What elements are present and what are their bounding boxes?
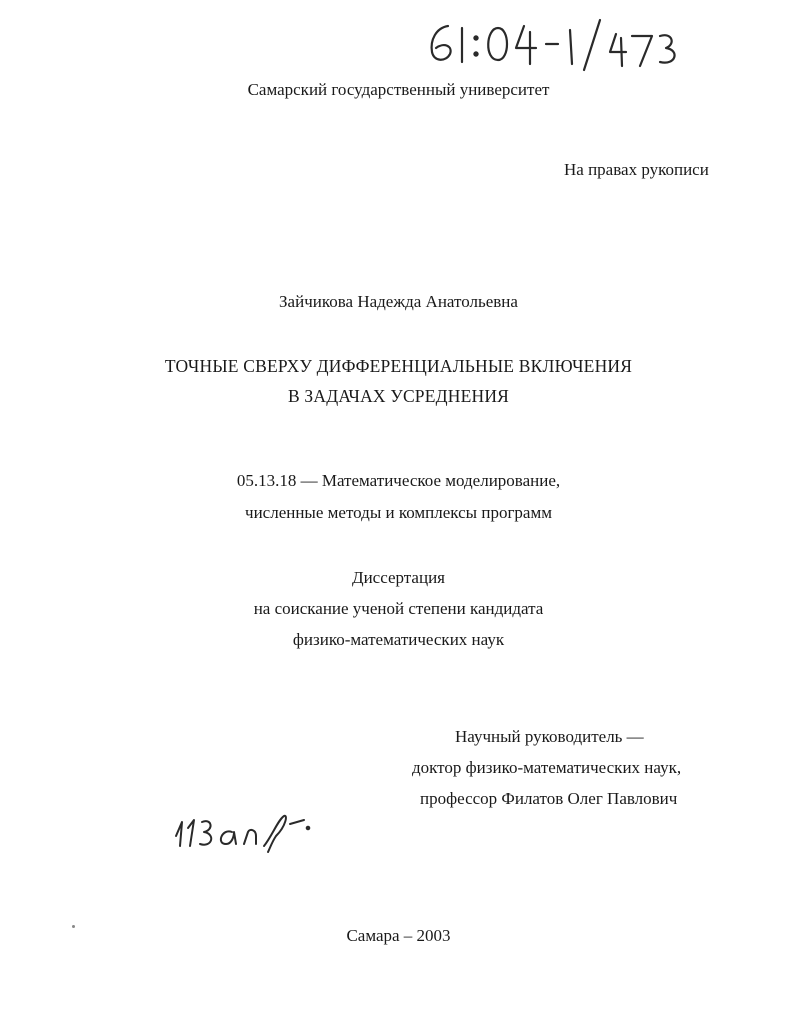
handwritten-archive-number <box>418 12 698 72</box>
science-field: физико-математических наук <box>292 630 505 649</box>
author-name: Зайчикова Надежда Анатольевна <box>279 292 518 311</box>
advisor-name: профессор Филатов Олег Павлович <box>420 789 678 808</box>
specialty-code-line: 05.13.18 — Математическое моделирование, <box>236 471 561 490</box>
rights-notice: На правах рукописи <box>564 160 709 179</box>
place-and-year: Самара – 2003 <box>346 926 451 945</box>
advisor-label: Научный руководитель — <box>455 727 644 746</box>
document-type: Диссертация <box>351 568 445 587</box>
dissertation-title-line-1: ТОЧНЫЕ СВЕРХУ ДИФФЕРЕНЦИАЛЬНЫЕ ВКЛЮЧЕНИЯ <box>164 356 633 376</box>
university-name: Самарский государственный университет <box>247 80 550 99</box>
specialty-name-line: численные методы и комплексы программ <box>245 503 552 522</box>
handwritten-note <box>172 806 312 854</box>
advisor-degree: доктор физико-математических наук, <box>412 758 682 777</box>
dissertation-title-line-2: В ЗАДАЧАХ УСРЕДНЕНИЯ <box>287 386 510 406</box>
degree-line: на соискание ученой степени кандидата <box>253 599 544 618</box>
